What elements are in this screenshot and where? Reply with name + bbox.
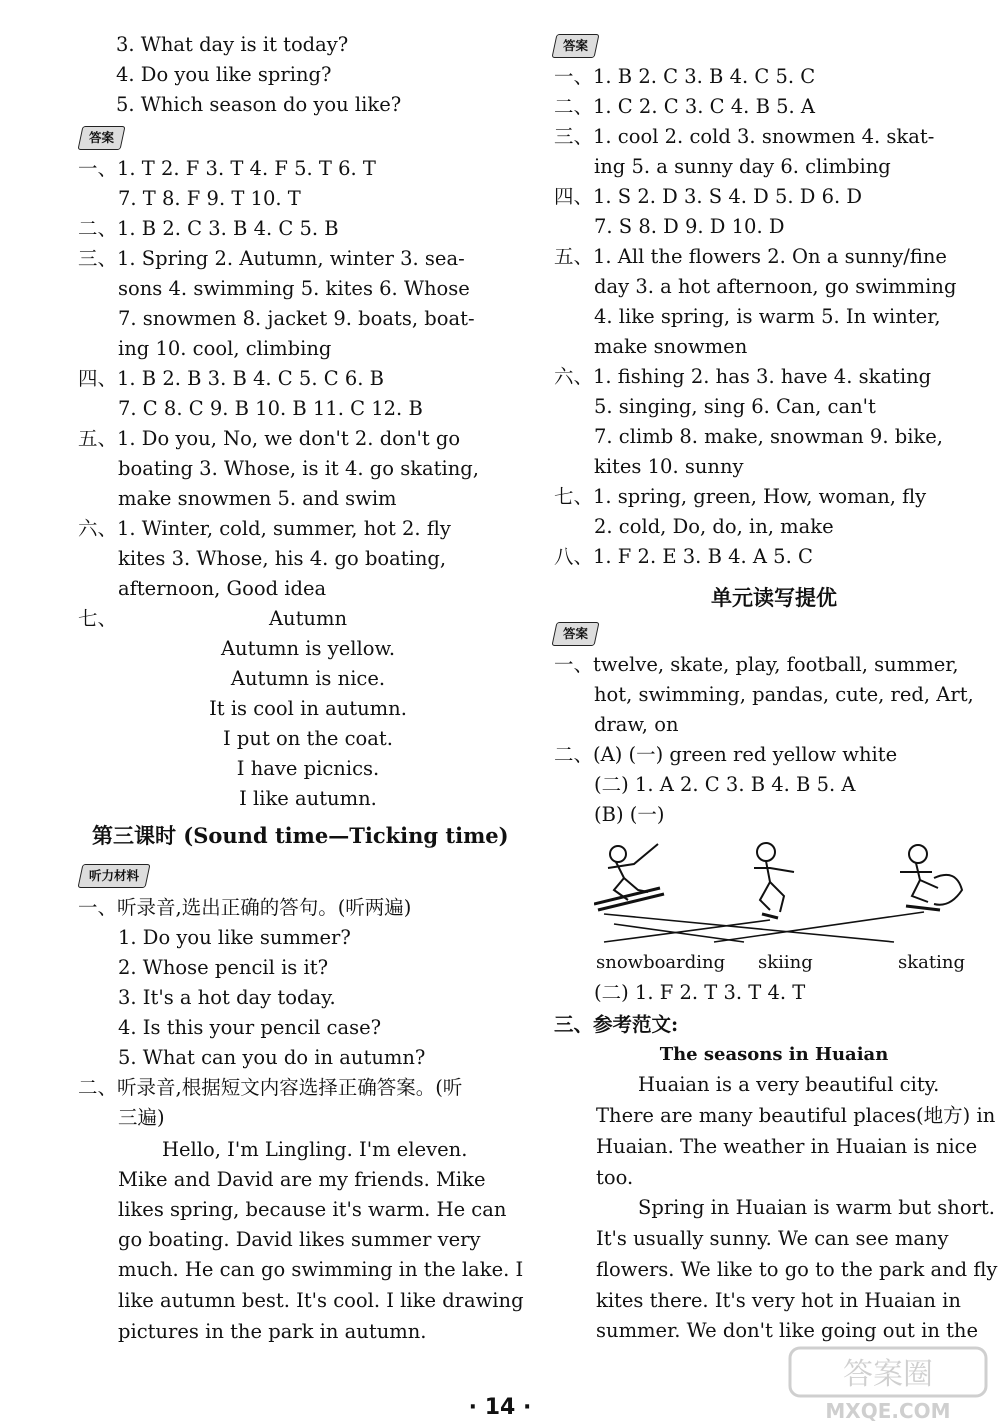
- question-item: 4. Do you like spring?: [116, 63, 332, 86]
- skier-figure: [594, 844, 664, 910]
- answer-line: 7. T 8. F 9. T 10. T: [118, 187, 301, 210]
- passage-line: like autumn best. It's cool. I like drawing: [118, 1289, 524, 1312]
- answer-line: make snowmen 5. and swim: [118, 487, 397, 510]
- answer-line: afternoon, Good idea: [118, 577, 327, 600]
- answer-line: 2. cold, Do, do, in, make: [594, 515, 834, 538]
- passage-line: likes spring, because it's warm. He can: [118, 1198, 507, 1221]
- answer-line: 一、1. T 2. F 3. T 4. F 5. T 6. T: [78, 157, 376, 180]
- essay-line: flowers. We like to go to the park and fly: [596, 1258, 998, 1281]
- answer-line: ing 10. cool, climbing: [118, 337, 332, 360]
- essay-title: The seasons in Huaian: [659, 1044, 889, 1065]
- answer-tag: 答案: [77, 126, 125, 150]
- passage-line: Hello, I'm Lingling. I'm eleven.: [162, 1138, 468, 1161]
- essay-line: Huaian. The weather in Huaian is nice: [596, 1135, 978, 1158]
- picture-label: skiing: [758, 952, 813, 973]
- answer-line: day 3. a hot afternoon, go swimming: [594, 275, 957, 298]
- answer-line: 7. S 8. D 9. D 10. D: [594, 215, 785, 238]
- answer-line: hot, swimming, pandas, cute, red, Art,: [594, 683, 974, 706]
- answer-line: boating 3. Whose, is it 4. go skating,: [118, 457, 479, 480]
- answer-line: 一、1. B 2. C 3. B 4. C 5. C: [554, 65, 816, 88]
- answer-line: ing 5. a sunny day 6. climbing: [594, 155, 891, 178]
- poem-line: I like autumn.: [239, 787, 377, 810]
- answer-line: make snowmen: [594, 335, 748, 358]
- answer-tag: 答案: [551, 34, 599, 58]
- answer-line: 三、1. cool 2. cold 3. snowmen 4. skat-: [554, 125, 935, 148]
- answer-line: 四、1. B 2. B 3. B 4. C 5. C 6. B: [78, 367, 384, 390]
- watermark-url: MXQE.COM: [825, 1399, 951, 1422]
- watermark-text: 答案圈: [843, 1357, 933, 1392]
- answer-line: kites 3. Whose, his 4. go boating,: [118, 547, 447, 570]
- question-title: 二、听录音,根据短文内容选择正确答案。(听: [78, 1076, 463, 1099]
- question-item: 4. Is this your pencil case?: [118, 1016, 382, 1039]
- answer-line: 7. climb 8. make, snowman 9. bike,: [594, 425, 943, 448]
- answer-line: sons 4. swimming 5. kites 6. Whose: [118, 277, 470, 300]
- answer-line: 5. singing, sing 6. Can, can't: [594, 395, 876, 418]
- question-item: 3. What day is it today?: [116, 33, 349, 56]
- poem-line: It is cool in autumn.: [209, 697, 407, 720]
- answer-line: 五、1. All the flowers 2. On a sunny/fine: [554, 245, 947, 268]
- question-title: 三遍): [118, 1106, 165, 1129]
- essay-line: Huaian is a very beautiful city.: [638, 1073, 940, 1096]
- snowboarder-figure: [900, 845, 962, 910]
- watermark-logo: [788, 1346, 988, 1422]
- essay-line: summer. We don't like going out in the: [596, 1319, 979, 1342]
- poem-line: Autumn is nice.: [230, 667, 386, 690]
- essay-line: There are many beautiful places(地方) in: [596, 1104, 996, 1127]
- essay-line: kites there. It's very hot in Huaian in: [596, 1289, 961, 1312]
- passage-line: go boating. David likes summer very: [118, 1228, 481, 1251]
- listening-tag: 听力材料: [77, 864, 150, 888]
- answer-line: 7. C 8. C 9. B 10. B 11. C 12. B: [118, 397, 423, 420]
- answer-line: 三、1. Spring 2. Autumn, winter 3. sea-: [78, 247, 465, 270]
- question-item: 2. Whose pencil is it?: [118, 956, 329, 979]
- skater-figure: [754, 843, 794, 918]
- section-label: 七、: [78, 607, 118, 630]
- answer-line: (二) 1. A 2. C 3. B 4. B 5. A: [594, 773, 856, 796]
- answer-line: (B) (一): [594, 803, 665, 826]
- answer-line: 二、1. C 2. C 3. C 4. B 5. A: [554, 95, 815, 118]
- answer-line: 二、1. B 2. C 3. B 4. C 5. B: [78, 217, 339, 240]
- unit-heading: 单元读写提优: [711, 585, 837, 610]
- question-title: 一、听录音,选出正确的答句。(听两遍): [78, 896, 412, 919]
- essay-line: It's usually sunny. We can see many: [596, 1227, 949, 1250]
- answer-line: 三、参考范文:: [554, 1013, 679, 1036]
- question-item: 3. It's a hot day today.: [118, 986, 336, 1009]
- answer-line: 四、1. S 2. D 3. S 4. D 5. D 6. D: [554, 185, 863, 208]
- answer-line: 六、1. fishing 2. has 3. have 4. skating: [554, 365, 932, 388]
- answer-line: 一、twelve, skate, play, football, summer,: [554, 653, 959, 676]
- poem-line: I have picnics.: [236, 757, 380, 780]
- lesson-heading: 第三课时 (Sound time—Ticking time): [92, 823, 509, 848]
- answer-line: (二) 1. F 2. T 3. T 4. T: [594, 981, 806, 1004]
- essay-line: too.: [596, 1166, 634, 1189]
- passage-line: pictures in the park in autumn.: [118, 1320, 427, 1343]
- picture-label: snowboarding: [596, 952, 726, 973]
- answer-line: 7. snowmen 8. jacket 9. boats, boat-: [118, 307, 475, 330]
- poem-title: Autumn: [268, 607, 348, 630]
- passage-line: Mike and David are my friends. Mike: [118, 1168, 486, 1191]
- matching-illustration: [594, 838, 994, 948]
- answer-line: 七、1. spring, green, How, woman, fly: [554, 485, 927, 508]
- answer-line: 4. like spring, is warm 5. In winter,: [594, 305, 941, 328]
- match-line: [604, 920, 770, 942]
- question-item: 5. What can you do in autumn?: [118, 1046, 426, 1069]
- picture-label: skating: [898, 952, 965, 973]
- essay-line: Spring in Huaian is warm but short.: [638, 1196, 995, 1219]
- answer-line: 二、(A) (一) green red yellow white: [554, 743, 898, 766]
- answer-line: kites 10. sunny: [594, 455, 744, 478]
- answer-line: 六、1. Winter, cold, summer, hot 2. fly: [78, 517, 451, 540]
- poem-line: Autumn is yellow.: [220, 637, 396, 660]
- page-number: · 14 ·: [468, 1395, 532, 1420]
- answer-line: 五、1. Do you, No, we don't 2. don't go: [78, 427, 461, 450]
- answer-tag: 答案: [551, 622, 599, 646]
- answer-line: draw, on: [594, 713, 679, 736]
- poem-line: I put on the coat.: [223, 727, 393, 750]
- answer-line: 八、1. F 2. E 3. B 4. A 5. C: [554, 545, 813, 568]
- question-item: 5. Which season do you like?: [116, 93, 402, 116]
- question-item: 1. Do you like summer?: [118, 926, 351, 949]
- passage-line: much. He can go swimming in the lake. I: [118, 1258, 524, 1281]
